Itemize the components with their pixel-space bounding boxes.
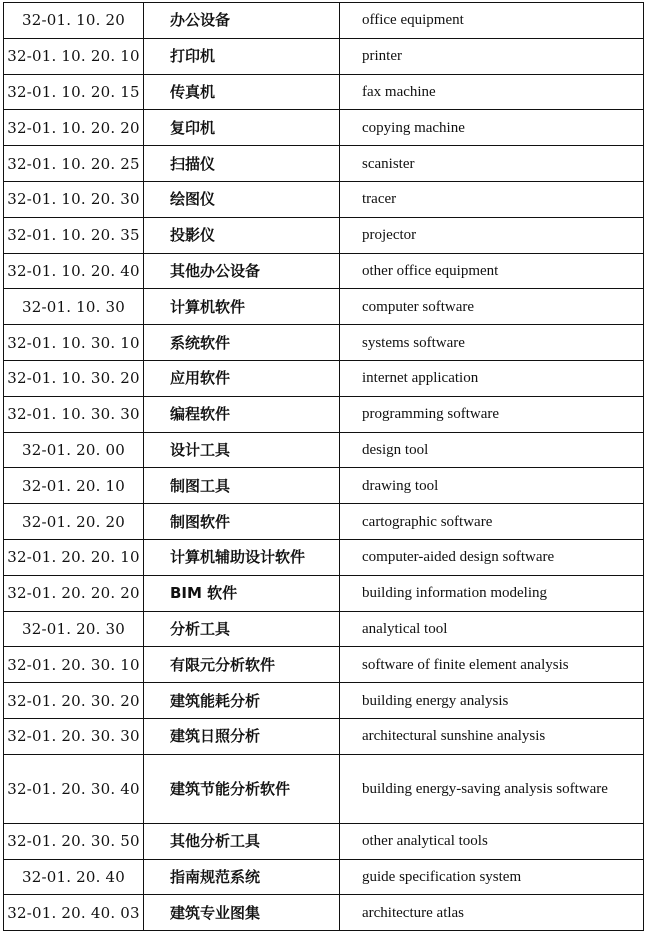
table-row bbox=[4, 432, 644, 468]
code-cell: 32-01. 20. 20 bbox=[4, 504, 144, 540]
table-row bbox=[4, 754, 644, 823]
english-term-cell: copying machine bbox=[340, 110, 644, 146]
chinese-term-cell: 建筑专业图集 bbox=[144, 895, 340, 931]
chinese-term-cell: 办公设备 bbox=[144, 3, 340, 39]
chinese-term-cell: 绘图仪 bbox=[144, 181, 340, 217]
table-row bbox=[4, 3, 644, 39]
table-row bbox=[4, 38, 644, 74]
english-term-cell: other office equipment bbox=[340, 253, 644, 289]
table-row bbox=[4, 859, 644, 895]
table-row bbox=[4, 718, 644, 754]
code-cell: 32-01. 20. 40 bbox=[4, 859, 144, 895]
code-cell: 32-01. 10. 30. 10 bbox=[4, 325, 144, 361]
english-term-cell: architecture atlas bbox=[340, 895, 644, 931]
english-term-cell: design tool bbox=[340, 432, 644, 468]
chinese-term-cell: 制图软件 bbox=[144, 504, 340, 540]
chinese-term-cell: 其他分析工具 bbox=[144, 823, 340, 859]
table-row bbox=[4, 575, 644, 611]
code-cell: 32-01. 10. 20. 35 bbox=[4, 217, 144, 253]
chinese-term-cell: 制图工具 bbox=[144, 468, 340, 504]
english-term-cell: drawing tool bbox=[340, 468, 644, 504]
table-row bbox=[4, 895, 644, 931]
code-cell: 32-01. 10. 20. 30 bbox=[4, 181, 144, 217]
code-cell: 32-01. 10. 30. 20 bbox=[4, 360, 144, 396]
english-term-cell: cartographic software bbox=[340, 504, 644, 540]
table-row bbox=[4, 360, 644, 396]
code-cell: 32-01. 10. 20 bbox=[4, 3, 144, 39]
chinese-term-cell: 投影仪 bbox=[144, 217, 340, 253]
chinese-term-cell: 编程软件 bbox=[144, 396, 340, 432]
chinese-term-cell: 建筑能耗分析 bbox=[144, 683, 340, 719]
table-row bbox=[4, 823, 644, 859]
english-term-cell: projector bbox=[340, 217, 644, 253]
code-cell: 32-01. 20. 00 bbox=[4, 432, 144, 468]
table-row bbox=[4, 539, 644, 575]
chinese-term-cell: 计算机辅助设计软件 bbox=[144, 539, 340, 575]
english-term-cell: architectural sunshine analysis bbox=[340, 718, 644, 754]
code-cell: 32-01. 10. 20. 20 bbox=[4, 110, 144, 146]
chinese-term-cell: 建筑节能分析软件 bbox=[144, 754, 340, 823]
table-row bbox=[4, 325, 644, 361]
chinese-term-cell: 指南规范系统 bbox=[144, 859, 340, 895]
code-cell: 32-01. 20. 30 bbox=[4, 611, 144, 647]
code-cell: 32-01. 20. 30. 50 bbox=[4, 823, 144, 859]
chinese-term-cell: 复印机 bbox=[144, 110, 340, 146]
table-row bbox=[4, 468, 644, 504]
english-term-cell: computer-aided design software bbox=[340, 539, 644, 575]
english-term-cell: scanister bbox=[340, 146, 644, 182]
english-term-cell: programming software bbox=[340, 396, 644, 432]
english-term-cell: other analytical tools bbox=[340, 823, 644, 859]
english-term-cell: computer software bbox=[340, 289, 644, 325]
chinese-term-cell: 系统软件 bbox=[144, 325, 340, 361]
code-cell: 32-01. 20. 30. 10 bbox=[4, 647, 144, 683]
english-term-cell: fax machine bbox=[340, 74, 644, 110]
english-term-cell: analytical tool bbox=[340, 611, 644, 647]
english-term-cell: building energy-saving analysis software bbox=[340, 754, 644, 823]
code-cell: 32-01. 10. 20. 15 bbox=[4, 74, 144, 110]
code-cell: 32-01. 20. 30. 40 bbox=[4, 754, 144, 823]
english-term-cell: office equipment bbox=[340, 3, 644, 39]
table-row bbox=[4, 181, 644, 217]
code-cell: 32-01. 20. 20. 10 bbox=[4, 539, 144, 575]
table-row bbox=[4, 504, 644, 540]
table-row bbox=[4, 289, 644, 325]
code-cell: 32-01. 20. 40. 03 bbox=[4, 895, 144, 931]
chinese-term-cell: 应用软件 bbox=[144, 360, 340, 396]
english-term-cell: tracer bbox=[340, 181, 644, 217]
english-term-cell: software of finite element analysis bbox=[340, 647, 644, 683]
code-cell: 32-01. 20. 30. 20 bbox=[4, 683, 144, 719]
table-row bbox=[4, 683, 644, 719]
code-cell: 32-01. 10. 20. 40 bbox=[4, 253, 144, 289]
table-row bbox=[4, 253, 644, 289]
chinese-term-cell: 建筑日照分析 bbox=[144, 718, 340, 754]
code-cell: 32-01. 10. 30. 30 bbox=[4, 396, 144, 432]
table-row bbox=[4, 74, 644, 110]
chinese-term-cell: BIM 软件 bbox=[144, 575, 340, 611]
chinese-term-cell: 传真机 bbox=[144, 74, 340, 110]
table-row bbox=[4, 396, 644, 432]
chinese-term-cell: 分析工具 bbox=[144, 611, 340, 647]
chinese-term-cell: 有限元分析软件 bbox=[144, 647, 340, 683]
english-term-cell: internet application bbox=[340, 360, 644, 396]
english-term-cell: building information modeling bbox=[340, 575, 644, 611]
chinese-term-cell: 打印机 bbox=[144, 38, 340, 74]
table-row bbox=[4, 110, 644, 146]
chinese-term-cell: 计算机软件 bbox=[144, 289, 340, 325]
table-row bbox=[4, 146, 644, 182]
table-row bbox=[4, 611, 644, 647]
chinese-term-cell: 其他办公设备 bbox=[144, 253, 340, 289]
english-term-cell: guide specification system bbox=[340, 859, 644, 895]
code-cell: 32-01. 20. 20. 20 bbox=[4, 575, 144, 611]
chinese-term-cell: 扫描仪 bbox=[144, 146, 340, 182]
table-row bbox=[4, 217, 644, 253]
code-cell: 32-01. 10. 20. 10 bbox=[4, 38, 144, 74]
code-cell: 32-01. 20. 30. 30 bbox=[4, 718, 144, 754]
classification-table bbox=[3, 2, 644, 931]
code-cell: 32-01. 10. 30 bbox=[4, 289, 144, 325]
code-cell: 32-01. 20. 10 bbox=[4, 468, 144, 504]
english-term-cell: systems software bbox=[340, 325, 644, 361]
english-term-cell: building energy analysis bbox=[340, 683, 644, 719]
table-row bbox=[4, 647, 644, 683]
code-cell: 32-01. 10. 20. 25 bbox=[4, 146, 144, 182]
chinese-term-cell: 设计工具 bbox=[144, 432, 340, 468]
english-term-cell: printer bbox=[340, 38, 644, 74]
